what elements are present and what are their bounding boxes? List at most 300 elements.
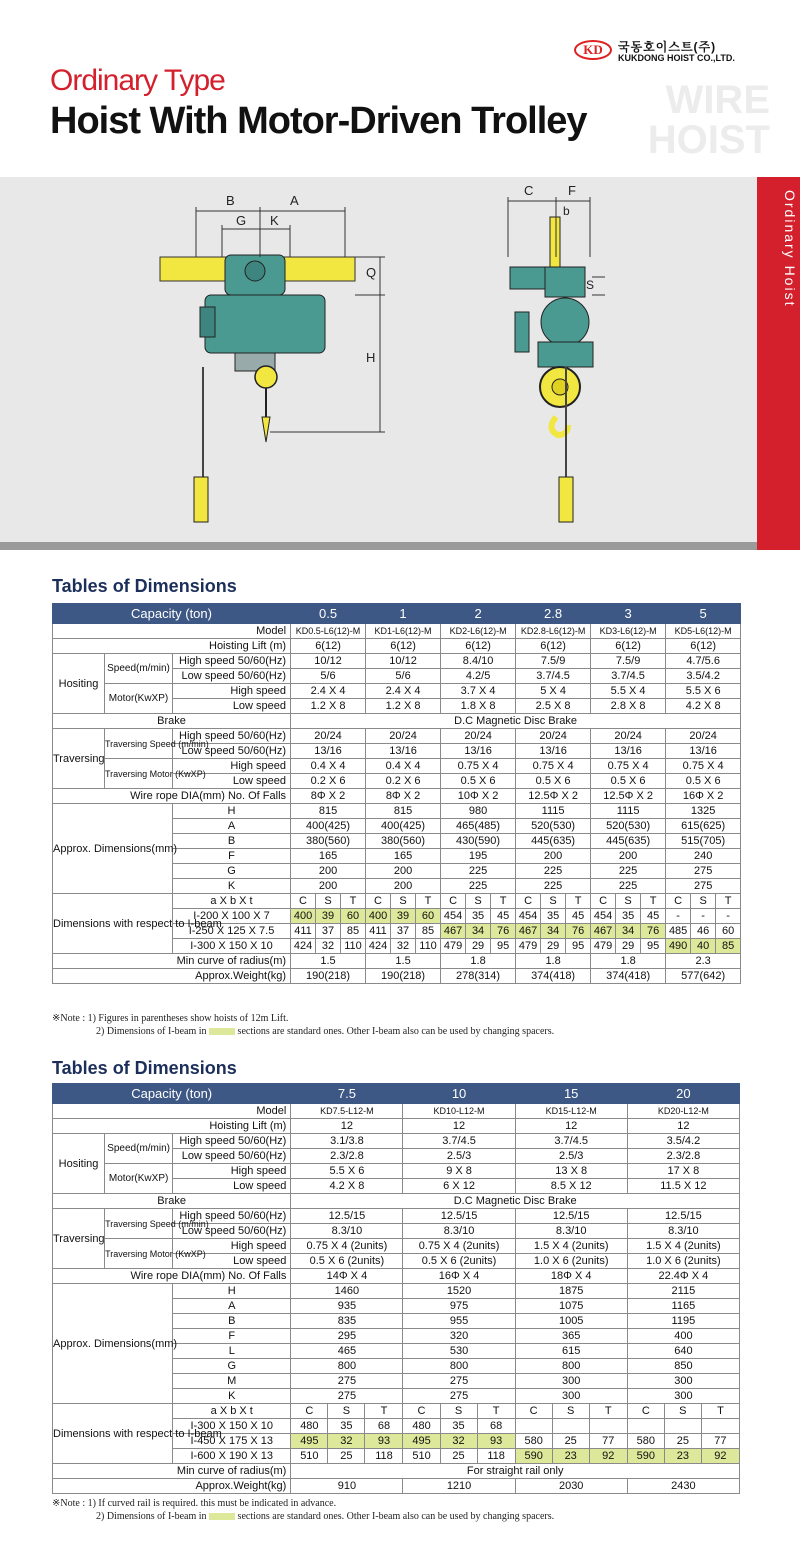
cst-header: C [291,894,316,909]
cst-header: C [666,894,691,909]
ibeam-value: 467 [591,924,616,939]
curve-value: For straight rail only [291,1464,740,1479]
cst-header: C [591,894,616,909]
table-row [53,1194,740,1209]
cst-header: C [515,1404,552,1419]
row-label: Wire rope DIA(mm) No. Of Falls [53,789,291,804]
cst-header: T [477,1404,515,1419]
cst-header: T [641,894,666,909]
motor-value: 5.5 X 6 [291,1164,403,1179]
motor-value: 0.75 X 4 (2units) [403,1239,515,1254]
ibeam-value: 32 [316,939,341,954]
lift-value: 6(12) [516,639,591,654]
motor-value: 0.75 X 4 (2units) [291,1239,403,1254]
row-label: High speed 50/60(Hz) [173,1134,291,1149]
table2-title: Tables of Dimensions [52,1058,237,1078]
wire-value: 10Φ X 2 [441,789,516,804]
ibeam-value: 25 [328,1449,365,1464]
wire-value: 8Φ X 2 [291,789,366,804]
motor-value: 2.4 X 4 [366,684,441,699]
row-label: Low speed 50/60(Hz) [173,669,291,684]
ibeam-value: 93 [365,1434,403,1449]
motor-value: 0.75 X 4 [591,759,666,774]
speed-value: 12.5/15 [403,1209,515,1224]
speed-value: 13/16 [366,744,441,759]
ibeam-value: 23 [552,1449,589,1464]
table-row [53,1209,740,1224]
dimension-value: 815 [366,804,441,819]
dimension-key: H [173,1284,291,1299]
table2-note2: 2) Dimensions of I-beam in sections are standard ones. Other I-beam also can be used by changing spacers. [96,1511,555,1522]
cst-header: S [440,1404,477,1419]
table-row [53,894,741,909]
dimension-value: 800 [403,1359,515,1374]
cst-header: S [541,894,566,909]
cst-header: C [366,894,391,909]
table-row [53,954,741,969]
sub-label: Speed(m/min) [105,654,173,684]
dimension-key: B [173,1314,291,1329]
model-value: KD3-L6(12)-M [591,624,666,639]
hoist-drawing [0,177,757,542]
ibeam-value: 467 [516,924,541,939]
weight-value: 2430 [627,1479,739,1494]
speed-value: 4.7/5.6 [666,654,741,669]
dimension-value: 200 [291,864,366,879]
ibeam-value: 590 [627,1449,664,1464]
dimension-value: 200 [291,879,366,894]
motor-value: 1.5 X 4 (2units) [515,1239,627,1254]
table-row [53,729,741,744]
speed-value: 10/12 [291,654,366,669]
ibeam-value: 29 [541,939,566,954]
speed-value: 8.3/10 [291,1224,403,1239]
dimension-value: 935 [291,1299,403,1314]
ibeam-value: 495 [403,1434,440,1449]
speed-value: 20/24 [516,729,591,744]
speed-value: 20/24 [441,729,516,744]
table-row [53,789,741,804]
row-label: High speed [173,1164,291,1179]
speed-value: 3.1/3.8 [291,1134,403,1149]
dimension-value: 400(425) [366,819,441,834]
table-row [53,1084,740,1104]
cst-header: T [701,1404,739,1419]
ibeam-value: 510 [291,1449,328,1464]
ibeam-value: 118 [365,1449,403,1464]
lift-value: 12 [291,1119,403,1134]
ibeam-value: 95 [566,939,591,954]
lift-value: 6(12) [441,639,516,654]
model-value: KD7.5-L12-M [291,1104,403,1119]
ibeam-value: 37 [316,924,341,939]
table-row [53,1284,740,1299]
table1-note1: ※Note : 1) Figures in parentheses show hoists of 12m Lift. [52,1013,289,1024]
dimension-value: 1115 [516,804,591,819]
ibeam-value [589,1419,627,1434]
page-subtitle: Ordinary Type [50,64,225,97]
ibeam-value: 92 [701,1449,739,1464]
speed-value: 13/16 [591,744,666,759]
ibeam-size: I-250 X 125 X 7.5 [173,924,291,939]
dimension-value: 1325 [666,804,741,819]
row-label: Min curve of radius(m) [53,954,291,969]
curve-value: 1.8 [441,954,516,969]
capacity-value: 2.8 [516,604,591,624]
ibeam-value: 32 [391,939,416,954]
dimension-value: 195 [441,849,516,864]
motor-value: 4.2 X 8 [666,699,741,714]
motor-value: 1.2 X 8 [366,699,441,714]
dimension-value: 615(625) [666,819,741,834]
row-label: Hoisting Lift (m) [53,639,291,654]
lift-value: 6(12) [366,639,441,654]
dimension-value: 515(705) [666,834,741,849]
dimension-value: 300 [627,1389,739,1404]
table1-title: Tables of Dimensions [52,576,237,596]
dimension-value: 275 [666,864,741,879]
ibeam-value: 29 [616,939,641,954]
table-row [53,1239,740,1254]
motor-value: 3.7 X 4 [441,684,516,699]
table-row [53,1164,740,1179]
row-label: Model [53,624,291,639]
sub-label: Motor(KwXP) [105,684,173,714]
capacity-value: 20 [627,1084,739,1104]
ibeam-value [627,1419,664,1434]
dimension-value: 465 [291,1344,403,1359]
table1-notes [52,1012,554,1038]
ibeam-value: 34 [541,924,566,939]
weight-value: 577(642) [666,969,741,984]
wire-value: 14Φ X 4 [291,1269,403,1284]
dimension-value: 300 [515,1374,627,1389]
speed-value: 8.3/10 [515,1224,627,1239]
ibeam-value: 34 [466,924,491,939]
motor-value: 1.2 X 8 [291,699,366,714]
company-name-english: KUKDONG HOIST CO.,LTD. [618,53,735,63]
dimension-key: M [173,1374,291,1389]
wire-value: 18Φ X 4 [515,1269,627,1284]
ibeam-value: 95 [641,939,666,954]
side-view [160,193,385,522]
capacity-value: 2 [441,604,516,624]
dimension-value: 225 [516,864,591,879]
sub-label: Traversing Speed (m/min) [105,729,173,759]
group-label: Approx. Dimensions(mm) [53,1284,173,1404]
cst-header: S [616,894,641,909]
speed-value: 13/16 [441,744,516,759]
hoist-diagram [0,177,800,542]
speed-value: 13/16 [666,744,741,759]
ibeam-value: 479 [591,939,616,954]
motor-value: 8.5 X 12 [515,1179,627,1194]
dimension-key: L [173,1344,291,1359]
ibeam-value [664,1419,701,1434]
ibeam-value: 60 [416,909,441,924]
svg-text:b: b [563,204,570,218]
dimension-value: 225 [591,864,666,879]
ibeam-size: I-600 X 190 X 13 [173,1449,291,1464]
dimension-value: 430(590) [441,834,516,849]
dimension-value: 300 [515,1389,627,1404]
table-row [53,639,741,654]
row-label: a X b X t [173,1404,291,1419]
dimension-value: 1005 [515,1314,627,1329]
model-value: KD20-L12-M [627,1104,739,1119]
dimension-value: 520(530) [591,819,666,834]
ibeam-value: 32 [440,1434,477,1449]
ibeam-value [701,1419,739,1434]
sub-label: Traversing Motor (KwXP) [105,1239,173,1269]
dimension-value: 1165 [627,1299,739,1314]
table-row [53,1404,740,1419]
row-label: High speed [173,1239,291,1254]
svg-text:A: A [290,193,299,208]
ibeam-value: 34 [616,924,641,939]
sub-label: Traversing Speed (m/min) [105,1209,173,1239]
dimension-key: G [173,864,291,879]
cst-header: T [341,894,366,909]
weight-value: 190(218) [366,969,441,984]
svg-text:G: G [236,213,247,228]
ibeam-value: 110 [416,939,441,954]
motor-value: 0.5 X 6 [516,774,591,789]
sub-label: Traversing Motor (KwXP) [105,759,173,789]
table-row [53,604,741,624]
sub-label: Speed(m/min) [105,1134,173,1164]
ibeam-value: 60 [341,909,366,924]
speed-value: 12.5/15 [515,1209,627,1224]
dimension-value: 365 [515,1329,627,1344]
wire-value: 8Φ X 2 [366,789,441,804]
watermark: WIRE HOIST [647,78,770,162]
group-label: Approx. Dimensions(mm) [53,804,173,894]
table-row [53,1119,740,1134]
cst-header: C [441,894,466,909]
speed-value: 3.7/4.5 [403,1134,515,1149]
group-label: Traversing [53,729,105,789]
dimension-value: 380(560) [366,834,441,849]
ibeam-value: 29 [466,939,491,954]
dimension-value: 530 [403,1344,515,1359]
ibeam-value: 35 [541,909,566,924]
ibeam-value: 590 [515,1449,552,1464]
capacity-value: 7.5 [291,1084,403,1104]
row-label: High speed [173,684,291,699]
ibeam-value: 495 [291,1434,328,1449]
ibeam-value: 479 [516,939,541,954]
cst-header: T [589,1404,627,1419]
lift-value: 6(12) [291,639,366,654]
dimension-value: 295 [291,1329,403,1344]
lift-value: 6(12) [666,639,741,654]
dimension-value: 800 [291,1359,403,1374]
ibeam-value: 76 [641,924,666,939]
capacity-header: Capacity (ton) [53,604,291,624]
ibeam-value: 45 [566,909,591,924]
row-label: Low speed [173,774,291,789]
ibeam-value: 480 [291,1419,328,1434]
weight-value: 910 [291,1479,403,1494]
table2-notes [52,1497,554,1523]
model-value: KD5-L6(12)-M [666,624,741,639]
wire-value: 16Φ X 4 [403,1269,515,1284]
motor-value: 0.75 X 4 [666,759,741,774]
dimension-key: F [173,849,291,864]
motor-value: 0.4 X 4 [291,759,366,774]
ibeam-value: 92 [589,1449,627,1464]
weight-value: 278(314) [441,969,516,984]
weight-value: 190(218) [291,969,366,984]
row-label: Low speed 50/60(Hz) [173,1149,291,1164]
dimension-value: 300 [627,1374,739,1389]
row-label: Model [53,1104,291,1119]
row-label: Approx.Weight(kg) [53,1479,291,1494]
ibeam-value: 454 [591,909,616,924]
dimensions-table-1 [52,603,741,984]
row-label: Hoisting Lift (m) [53,1119,291,1134]
table1-note2: 2) Dimensions of I-beam in sections are standard ones. Other I-beam also can be used by changing spacers. [96,1026,555,1037]
speed-value: 3.7/4.5 [591,669,666,684]
dimension-value: 275 [291,1374,403,1389]
speed-value: 2.5/3 [515,1149,627,1164]
row-label: High speed 50/60(Hz) [173,729,291,744]
cst-header: S [328,1404,365,1419]
motor-value: 4.2 X 8 [291,1179,403,1194]
model-value: KD1-L6(12)-M [366,624,441,639]
table2-note1: ※Note : 1) If curved rail is required. this must be indicated in advance. [52,1498,337,1509]
dimension-value: 275 [403,1389,515,1404]
ibeam-value: 45 [491,909,516,924]
speed-value: 20/24 [291,729,366,744]
ibeam-value: 68 [365,1419,403,1434]
dimension-value: 200 [591,849,666,864]
speed-value: 2.3/2.8 [627,1149,739,1164]
motor-value: 2.8 X 8 [591,699,666,714]
ibeam-value: 467 [441,924,466,939]
ibeam-value: 35 [616,909,641,924]
motor-value: 1.0 X 6 (2units) [627,1254,739,1269]
ibeam-value: 93 [477,1434,515,1449]
table-row [53,1104,740,1119]
ibeam-value: - [716,909,741,924]
wire-value: 12.5Φ X 2 [591,789,666,804]
dimension-value: 615 [515,1344,627,1359]
ibeam-value: 85 [416,924,441,939]
ibeam-value: 580 [515,1434,552,1449]
ibeam-value: 454 [516,909,541,924]
motor-value: 11.5 X 12 [627,1179,739,1194]
dimension-value: 800 [515,1359,627,1374]
dimension-key: F [173,1329,291,1344]
brake-value: D.C Magnetic Disc Brake [291,714,741,729]
ibeam-value: 77 [589,1434,627,1449]
dimension-key: K [173,879,291,894]
dimension-key: B [173,834,291,849]
ibeam-size: I-300 X 150 X 10 [173,939,291,954]
table-row [53,1269,740,1284]
dimension-value: 1520 [403,1284,515,1299]
motor-value: 0.5 X 6 [591,774,666,789]
model-value: KD2.8-L6(12)-M [516,624,591,639]
dimension-value: 1460 [291,1284,403,1299]
company-logo: KD [574,40,612,60]
ibeam-value: 35 [466,909,491,924]
cst-header: C [516,894,541,909]
ibeam-value: 110 [341,939,366,954]
capacity-value: 0.5 [291,604,366,624]
page-title: Hoist With Motor-Driven Trolley [50,100,587,142]
speed-value: 8.4/10 [441,654,516,669]
ibeam-value: 25 [440,1449,477,1464]
group-label: Hositing [53,654,105,714]
ibeam-size: I-200 X 100 X 7 [173,909,291,924]
row-label: Low speed 50/60(Hz) [173,744,291,759]
table-row [53,684,741,699]
lift-value: 6(12) [591,639,666,654]
dimension-value: 850 [627,1359,739,1374]
speed-value: 7.5/9 [516,654,591,669]
speed-value: 4.2/5 [441,669,516,684]
ibeam-value: - [666,909,691,924]
cst-header: S [466,894,491,909]
ibeam-value: 424 [366,939,391,954]
ibeam-value: 95 [491,939,516,954]
highlight-swatch [209,1513,235,1520]
brake-value: D.C Magnetic Disc Brake [291,1194,740,1209]
speed-value: 12.5/15 [627,1209,739,1224]
capacity-value: 5 [666,604,741,624]
ibeam-value: 118 [477,1449,515,1464]
speed-value: 8.3/10 [627,1224,739,1239]
dimension-value: 445(635) [591,834,666,849]
motor-value: 1.0 X 6 (2units) [515,1254,627,1269]
motor-value: 0.5 X 6 [441,774,516,789]
motor-value: 13 X 8 [515,1164,627,1179]
dimension-value: 275 [403,1374,515,1389]
speed-value: 8.3/10 [403,1224,515,1239]
motor-value: 0.2 X 6 [366,774,441,789]
speed-value: 3.5/4.2 [627,1134,739,1149]
lift-value: 12 [515,1119,627,1134]
curve-value: 1.8 [591,954,666,969]
ibeam-value: 510 [403,1449,440,1464]
curve-value: 1.5 [291,954,366,969]
dimension-value: 225 [441,879,516,894]
speed-value: 20/24 [366,729,441,744]
motor-value: 0.5 X 6 (2units) [403,1254,515,1269]
row-label: Brake [53,1194,291,1209]
ibeam-value: 45 [641,909,666,924]
model-value: KD2-L6(12)-M [441,624,516,639]
dimension-value: 225 [441,864,516,879]
dimension-value: 1075 [515,1299,627,1314]
cst-header: T [566,894,591,909]
cst-header: S [552,1404,589,1419]
row-label: Low speed [173,1254,291,1269]
cst-header: C [291,1404,328,1419]
svg-text:F: F [568,183,576,198]
dimension-value: 275 [666,879,741,894]
table-row [53,804,741,819]
ibeam-value [552,1419,589,1434]
cst-header: S [664,1404,701,1419]
wire-value: 12.5Φ X 2 [516,789,591,804]
motor-value: 5.5 X 4 [591,684,666,699]
dimension-value: 835 [291,1314,403,1329]
curve-value: 1.8 [516,954,591,969]
